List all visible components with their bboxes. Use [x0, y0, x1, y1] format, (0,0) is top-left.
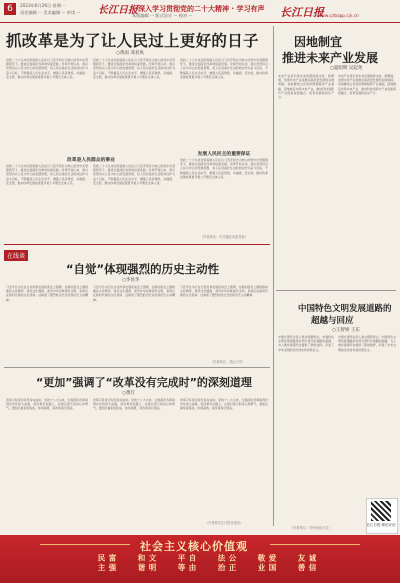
edition-line: 本版编辑 ··· 版式设计 ··· 校对 ··· — [132, 13, 193, 18]
article4-title-line1: 中国特色文明发展道路的 — [298, 304, 392, 314]
article2-column-3: 习近平总书记在文化传承发展座谈会上强调，在新的起点上继续推动文化繁荣、建设文化强国、建设中华民族现代文明，是我们在新时代新的文化使命。这体现了强烈的历史自觉和历史主动精神。 — [180, 285, 268, 298]
core-value-pair-4: 公正 法治 — [217, 554, 237, 573]
qr-code-icon[interactable] — [371, 501, 391, 521]
website-url[interactable]: www.cjrbapp.cjn.cn — [318, 13, 359, 18]
article2-title: “自觉”体现强烈的历史主动性 — [66, 262, 220, 276]
article3-column-2: 改革只有进行时没有完成时。党的十八大以来，全面深化改革取得历史性伟大成就，但改革仍在路上，必须以更大的决心和勇气，更加注重系统集成、协同高效，将改革进行到底。 — [93, 398, 175, 411]
core-value-pair-5: 爱国 敬业 — [257, 554, 277, 573]
article4-byline: ○王智妍 王东 — [332, 328, 360, 333]
article1-column-4: 党的二十大以来全国各族人民在以习近平同志为核心的党中央坚强领导下，推进全面深化改革向纵深发展。改革开放以来，我们党坚持以人民为中心的发展思想，将人民对美好生活的向往作为奋斗目标，不断提高人民生活水平，增强人民获得感、幸福感、安全感，推动改革发展成果更多更公平惠及全体人民。 — [180, 158, 268, 179]
article1-subhead-1: 发展人民民主的重要保证 — [197, 152, 251, 157]
banner-ornament-right — [270, 544, 360, 545]
right-article-title-line1: 因地制宜 — [294, 35, 343, 49]
article1-column-2: 党的二十大以来全国各族人民在以习近平同志为核心的党中央坚强领导下，推进全面深化改革向纵深发展。改革开放以来，我们党坚持以人民为中心的发展思想，将人民对美好生活的向往作为奋斗目标，不断提高人民生活水平，增强人民获得感、幸福感、安全感，推动改革发展成果更多更公平惠及全体人民。 — [93, 58, 175, 79]
article1-column-3: 党的二十大以来全国各族人民在以习近平同志为核心的党中央坚强领导下，推进全面深化改革向纵深发展。改革开放以来，我们党坚持以人民为中心的发展思想，将人民对美好生活的向往作为奋斗目标，不断提高人民生活水平，增强人民获得感、幸福感、安全感，推动改革发展成果更多更公平惠及全体人民。 — [180, 58, 268, 79]
date-line: 2023年6月26日 星期一 — [20, 3, 66, 8]
core-value-pair-1: 富强 民主 — [97, 554, 117, 573]
right-article-column-2: 未来产业是引领未来发展的新支柱、新赛道，发展未来产业是推动高质量发展的关键举措。各地要结合自身资源禀赋和产业基础，因地制宜布局未来产业，推动科技创新与产业创新深度融合，培育发展新质生产力。 — [338, 74, 396, 95]
core-value-pair-6: 诚信 友善 — [297, 554, 317, 573]
article1-byline: ○黄雨 邓君风 — [116, 51, 144, 56]
article4-title-line2: 超越与回应 — [311, 316, 354, 326]
article1-subhead-2: 改革是人民群众的事业 — [67, 158, 115, 163]
article3-column-1: 改革只有进行时没有完成时。党的十八大以来，全面深化改革取得历史性伟大成就，但改革仍在路上，必须以更大的决心和勇气，更加注重系统集成、协同高效，将改革进行到底。 — [6, 398, 88, 411]
article4-column-2: 中国式现代化是人类文明新形态，中国特色文明发展道路是对西方现代化道路的超越，为人类实现现代化提供了新的选择，彰显了中华文明的突出特性和世界意义。 — [338, 335, 396, 352]
article2-column-2: 习近平总书记在文化传承发展座谈会上强调，在新的起点上继续推动文化繁荣、建设文化强国、建设中华民族现代文明，是我们在新时代新的文化使命。这体现了强烈的历史自觉和历史主动精神。 — [93, 285, 175, 302]
article3-endnote: （作者系长江日报评论员） — [205, 521, 244, 525]
article3-byline: ○黄玎 — [122, 391, 135, 396]
article3-column-3: 改革只有进行时没有完成时。党的十八大以来，全面深化改革取得历史性伟大成就，但改革仍在路上，必须以更大的决心和勇气，更加注重系统集成、协同高效，将改革进行到底。 — [180, 398, 268, 411]
right-article-title-line2: 推进未来产业发展 — [282, 51, 379, 65]
right-article-divider — [276, 290, 396, 291]
column-divider — [273, 26, 274, 526]
article1-title: 抓改革是为了让人民过上更好的日子 — [6, 32, 259, 50]
article1-endnote: （作者单位：中共湖北省委党校） — [200, 235, 248, 239]
banner-title: 社会主义核心价值观 — [140, 540, 248, 553]
article3-title: “更加”强调了“改革没有完成时”的深刻道理 — [36, 376, 252, 389]
qr-code-label: 长江日报·理论评论 — [366, 523, 396, 527]
article4-column-1: 中国式现代化是人类文明新形态，中国特色文明发展道路是对西方现代化道路的超越，为人类实现现代化提供了新的选择，彰显了中华文明的突出特性和世界意义。 — [278, 335, 334, 352]
right-article-byline: ○夏绍明 吴起尧 — [330, 66, 363, 71]
right-article-column-1: 未来产业是引领未来发展的新支柱、新赛道，发展未来产业是推动高质量发展的关键举措。各地要结合自身资源禀赋和产业基础，因地制宜布局未来产业，推动科技创新与产业创新深度融合，培育发展新质生产力。 — [278, 74, 334, 100]
editor-line: 责任编辑 ··· 美术编辑 ··· 审读 ··· — [20, 10, 81, 15]
article1-column-6: 党的二十大以来全国各族人民在以习近平同志为核心的党中央坚强领导下，推进全面深化改革向纵深发展。改革开放以来，我们党坚持以人民为中心的发展思想，将人民对美好生活的向往作为奋斗目标，不断提高人民生活水平，增强人民获得感、幸福感、安全感，推动改革发展成果更多更公平惠及全体人民。 — [93, 164, 175, 185]
article-divider — [4, 367, 270, 368]
newspaper-logo-left: 长江日报 — [98, 5, 138, 16]
banner-ornament-left — [40, 544, 130, 545]
article1-column-1: 党的二十大以来全国各族人民在以习近平同志为核心的党中央坚强领导下，推进全面深化改革向纵深发展。改革开放以来，我们党坚持以人民为中心的发展思想，将人民对美好生活的向往作为奋斗目标，不断提高人民生活水平，增强人民获得感、幸福感、安全感，推动改革发展成果更多更公平惠及全体人民。 — [6, 58, 88, 79]
article2-endnote: （作者单位：武汉大学） — [210, 360, 246, 364]
core-value-pair-3: 自由 平等 — [177, 554, 197, 573]
newspaper-logo-right: 长江日报 — [280, 6, 324, 19]
article2-byline: ○李昆华 — [122, 278, 140, 283]
page-number: 6 — [4, 3, 16, 15]
article1-column-5: 党的二十大以来全国各族人民在以习近平同志为核心的党中央坚强领导下，推进全面深化改革向纵深发展。改革开放以来，我们党坚持以人民为中心的发展思想，将人民对美好生活的向往作为奋斗目标，不断提高人民生活水平，增强人民获得感、幸福感、安全感，推动改革发展成果更多更公平惠及全体人民。 — [6, 164, 88, 185]
article2-column-1: 习近平总书记在文化传承发展座谈会上强调，在新的起点上继续推动文化繁荣、建设文化强国、建设中华民族现代文明，是我们在新时代新的文化使命。这体现了强烈的历史自觉和历史主动精神。 — [6, 285, 88, 302]
column-tag: 在线谈 — [4, 250, 28, 261]
section-title: 深入学习贯彻党的二十大精神 · 学习有声 — [138, 5, 265, 13]
core-value-pair-2: 文明 和谐 — [137, 554, 157, 573]
section-divider — [4, 244, 270, 245]
article4-endnote: （作者单位：华中师范大学） — [290, 526, 332, 530]
